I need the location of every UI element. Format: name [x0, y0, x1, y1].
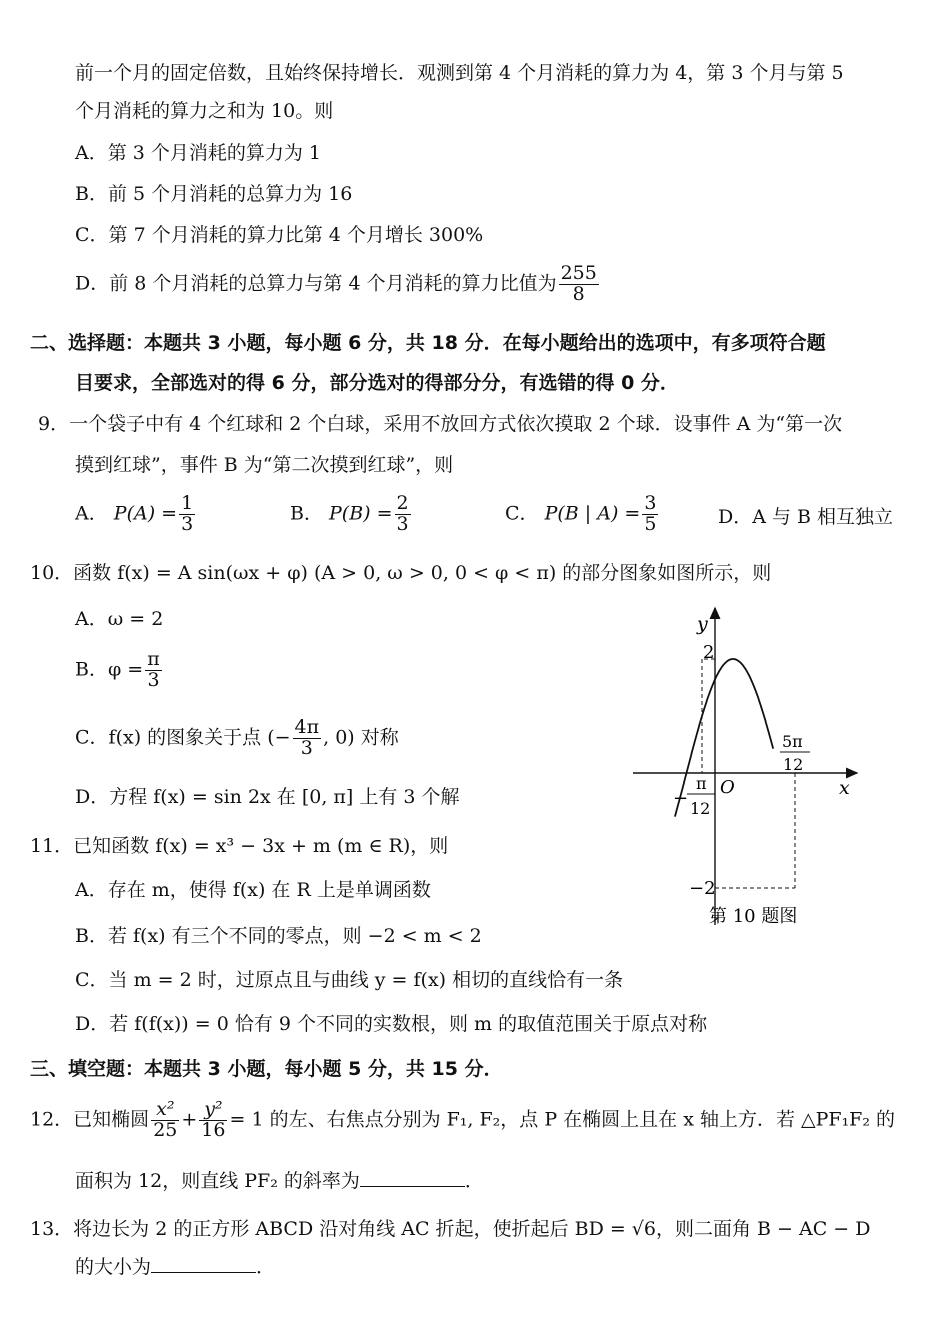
q9-c-fraction [642, 494, 658, 535]
q9-a-label: A． [75, 502, 108, 525]
q12-prefix: 12．已知椭圆 [30, 1108, 150, 1131]
figure-caption: 第 10 题图 [709, 906, 798, 927]
x-axis-label: x [839, 777, 850, 799]
q10-c-fraction [293, 718, 322, 759]
q10-option-b [75, 650, 164, 691]
q11-stem: 11．已知函数 f(x) = x³ − 3x + m (m ∈ R)，则 [30, 835, 449, 857]
min-value-label: −2 [689, 878, 716, 899]
q10-option-a: A．ω = 2 [75, 608, 164, 630]
left-tick-numerator: π [696, 774, 707, 793]
q12-end: ． [464, 1170, 484, 1192]
q13-line1: 13．将边长为 2 的正方形 ABCD 沿对角线 AC 折起，使折起后 BD = √6，则二面角 B − AC − D [30, 1218, 871, 1240]
q9-c-denominator: 5 [644, 512, 657, 535]
q10-option-c [75, 718, 399, 759]
q9-c-numerator: 3 [644, 492, 657, 514]
section2-heading-line2: 目要求，全部选对的得 6 分，部分选对的得部分分，有选错的得 0 分． [75, 372, 679, 394]
right-tick-numerator: 5π [782, 732, 803, 751]
q9-a-numerator: 1 [181, 492, 194, 514]
q9-option-c [505, 494, 660, 535]
origin-label: O [720, 777, 735, 798]
q9-b-denominator: 3 [396, 512, 409, 535]
q8-d-numerator: 255 [560, 262, 597, 284]
max-value-label: 2 [703, 642, 715, 663]
q10-b-denominator: 3 [147, 668, 160, 691]
q8-option-c: C．第 7 个月消耗的算力比第 4 个月增长 300% [75, 224, 484, 246]
q10-c-suffix: , 0) 对称 [323, 726, 399, 749]
q12-answer-blank[interactable] [360, 1170, 465, 1187]
q9-option-a [75, 494, 197, 535]
q11-option-c: C．当 m = 2 时，过原点且与曲线 y = f(x) 相切的直线恰有一条 [75, 969, 624, 991]
q10-stem: 10．函数 f(x) = A sin(ωx + φ) (A > 0, ω > 0, 0 < φ < π) 的部分图象如图所示，则 [30, 562, 772, 584]
q12-x-numerator: x² [151, 1100, 179, 1121]
q9-c-label: C． [505, 502, 539, 525]
left-tick-sign: − [673, 788, 689, 809]
q12-fraction-y [199, 1100, 227, 1141]
q9-option-b [290, 494, 413, 535]
q11-option-d: D．若 f(f(x)) = 0 恰有 9 个不同的实数根，则 m 的取值范围关于原点对称 [75, 1013, 708, 1035]
q12-fraction-x [151, 1100, 179, 1141]
q8-option-b: B．前 5 个月消耗的总算力为 16 [75, 183, 353, 205]
q10-b-text: B．φ = [75, 658, 144, 681]
q8-stem-line1: 前一个月的固定倍数，且始终保持增长．观测到第 4 个月消耗的算力为 4，第 3 个月与第 5 [75, 62, 844, 84]
q10-figure [625, 600, 870, 930]
right-tick-denominator: 12 [783, 755, 804, 774]
q9-a-denominator: 3 [181, 512, 194, 535]
q12-x-denominator: 25 [153, 1118, 178, 1141]
q10-c-numerator: 4π [294, 716, 320, 738]
q12-y-denominator: 16 [201, 1118, 226, 1141]
q13-end: ． [256, 1256, 276, 1278]
q12-line2 [75, 1170, 484, 1193]
q10-c-prefix: C．f(x) 的图象关于点 (− [75, 726, 291, 749]
q10-b-numerator: π [147, 648, 160, 670]
q12-line1 [30, 1100, 895, 1141]
q9-b-fraction [395, 494, 411, 535]
left-tick-denominator: 12 [690, 799, 711, 818]
q13-answer-blank[interactable] [151, 1256, 256, 1273]
q8-d-denominator: 8 [572, 282, 585, 305]
q9-option-d: D．A 与 B 相互独立 [718, 506, 894, 528]
q9-stem-line2: 摸到红球”，事件 B 为“第二次摸到红球”，则 [75, 454, 454, 476]
q9-c-expr: P(B | A) = [544, 502, 641, 525]
q12-y-numerator: y² [199, 1100, 227, 1121]
q8-stem-line2: 个月消耗的算力之和为 10。则 [75, 100, 334, 122]
section3-heading: 三、填空题：本题共 3 小题，每小题 5 分，共 15 分． [30, 1058, 503, 1080]
q9-stem-line1: 9．一个袋子中有 4 个红球和 2 个白球，采用不放回方式依次摸取 2 个球．设事件 A 为“第一次 [38, 413, 843, 435]
q12-line2-text: 面积为 12，则直线 PF₂ 的斜率为 [75, 1170, 360, 1192]
q13-line2 [75, 1256, 275, 1279]
q10-option-d: D．方程 f(x) = sin 2x 在 [0, π] 上有 3 个解 [75, 786, 460, 808]
q9-b-label: B． [290, 502, 323, 525]
q8-option-a: A．第 3 个月消耗的算力为 1 [75, 142, 322, 164]
q9-a-fraction [179, 494, 195, 535]
q10-c-denominator: 3 [300, 736, 313, 759]
q11-option-b: B．若 f(x) 有三个不同的零点，则 −2 < m < 2 [75, 925, 482, 947]
q12-plus: + [181, 1108, 198, 1131]
q8-option-d-fraction [559, 264, 599, 305]
q12-suffix: = 1 的左、右焦点分别为 F₁, F₂，点 P 在椭圆上且在 x 轴上方．若 △PF₁F₂ 的 [229, 1108, 896, 1131]
y-axis-label: y [697, 613, 708, 635]
q9-b-numerator: 2 [396, 492, 409, 514]
q8-option-d-text: D．前 8 个月消耗的总算力与第 4 个月消耗的算力比值为 [75, 272, 557, 295]
q11-option-a: A．存在 m，使得 f(x) 在 R 上是单调函数 [75, 879, 431, 901]
q10-b-fraction [145, 650, 162, 691]
q9-b-expr: P(B) = [329, 502, 393, 525]
q8-option-d [75, 264, 601, 305]
q9-a-expr: P(A) = [113, 502, 178, 525]
section2-heading-line1: 二、选择题：本题共 3 小题，每小题 6 分，共 18 分．在每小题给出的选项中，有多项符合题 [30, 332, 826, 354]
q13-line2-text: 的大小为 [75, 1256, 152, 1278]
